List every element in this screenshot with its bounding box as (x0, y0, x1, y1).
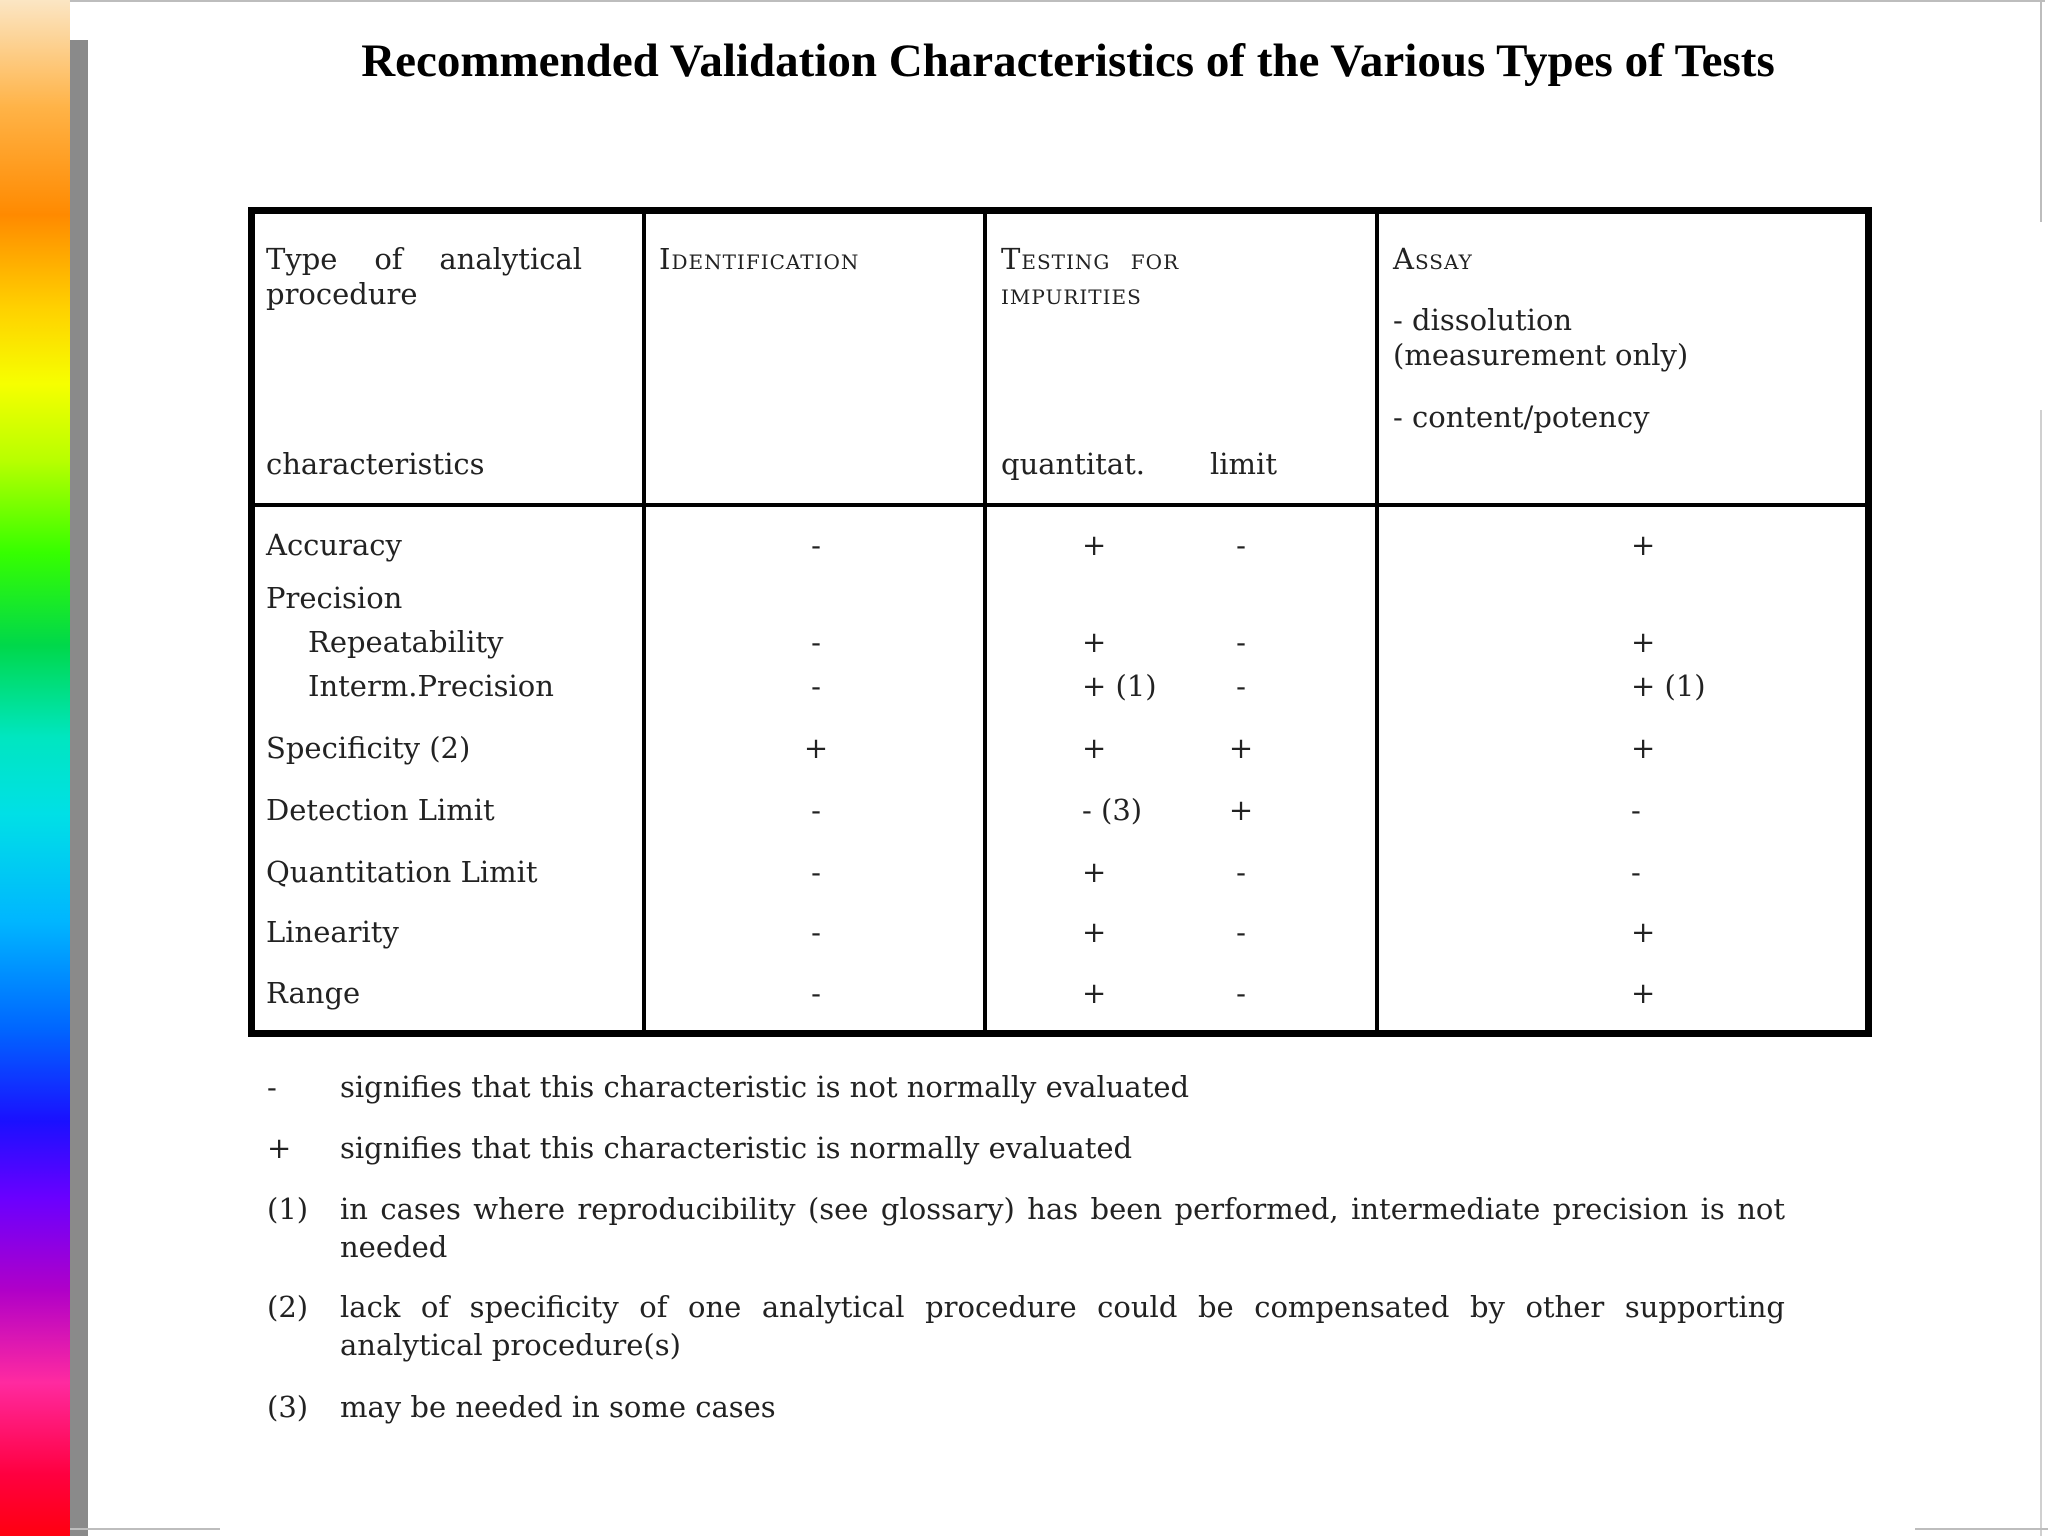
row-label-linearity: Linearity (266, 915, 399, 949)
legend-text: lack of specificity of one analytical procedure could be compensated by other supporting analytical procedure(s) (340, 1290, 1785, 1362)
cell-quantitative: + (1082, 855, 1107, 889)
cell-quantitative: + (1082, 976, 1107, 1010)
cell-limit: + (1228, 793, 1254, 827)
header-assay-content: - content/potency (1393, 400, 1650, 434)
header-assay-dissolution-2: (measurement only) (1393, 338, 1689, 372)
column-divider (1375, 214, 1379, 1030)
cell-limit: - (1236, 855, 1246, 889)
legend-text: in cases where reproducibility (see glossary) has been performed, intermediate precision is not needed (340, 1192, 1785, 1264)
frame-bottom-border (70, 1528, 220, 1530)
cell-assay: + (1) (1631, 669, 1706, 703)
cell-limit: + (1228, 731, 1254, 765)
row-label-precision: Precision (266, 581, 403, 615)
legend-symbol: - (267, 1070, 277, 1104)
cell-identification: - (811, 528, 821, 562)
header-identification: Identification (659, 242, 860, 276)
cell-quantitative: + (1082, 915, 1107, 949)
cell-identification: + (803, 731, 829, 765)
header-impurities: Testing for (1001, 242, 1180, 276)
cell-limit: - (1236, 528, 1246, 562)
cell-limit: - (1236, 915, 1246, 949)
frame-right-border-lower (2040, 410, 2042, 1536)
row-label-repeatability: Repeatability (308, 625, 504, 659)
cell-assay: + (1631, 976, 1656, 1010)
cell-quantitative: - (3) (1082, 793, 1143, 827)
cell-assay: - (1631, 855, 1641, 889)
frame-bottom-border-right (1915, 1528, 2048, 1530)
frame-top-border (70, 0, 2045, 2)
cell-limit: - (1236, 625, 1246, 659)
cell-quantitative: + (1082, 625, 1107, 659)
cell-identification: - (811, 793, 821, 827)
cell-assay: + (1631, 625, 1656, 659)
cell-assay: - (1631, 793, 1641, 827)
cell-identification: - (811, 855, 821, 889)
legend-text: may be needed in some cases (340, 1390, 776, 1424)
header-row-label-bottom: characteristics (266, 447, 485, 481)
legend-symbol: (3) (267, 1390, 309, 1424)
header-impurities-2: impurities (1001, 277, 1142, 311)
validation-table (248, 207, 1872, 1037)
page-title: Recommended Validation Characteristics of the Various Types of Tests (361, 35, 1775, 87)
header-impurities-limit: limit (1210, 447, 1277, 481)
rainbow-side-bar (0, 0, 70, 1536)
cell-assay: + (1631, 731, 1656, 765)
cell-quantitative: + (1082, 528, 1107, 562)
column-divider (642, 214, 646, 1030)
legend-symbol: + (267, 1131, 292, 1165)
cell-identification: - (811, 976, 821, 1010)
header-row-label-top: Type of analytical (266, 242, 583, 276)
cell-identification: - (811, 669, 821, 703)
header-assay-dissolution: - dissolution (1393, 303, 1573, 337)
row-label-quantitation-limit: Quantitation Limit (266, 855, 538, 889)
cell-quantitative: + (1) (1082, 669, 1157, 703)
cell-identification: - (811, 915, 821, 949)
header-row-label-top-2: procedure (266, 277, 418, 311)
cell-limit: - (1236, 669, 1246, 703)
cell-assay: + (1631, 915, 1656, 949)
cell-assay: + (1631, 528, 1656, 562)
header-impurities-quantitative: quantitat. (1001, 447, 1145, 481)
row-label-intermediate-precision: Interm.Precision (308, 669, 554, 703)
column-divider (983, 214, 987, 1030)
legend-text: signifies that this characteristic is normally evaluated (340, 1131, 1133, 1165)
legend-text: signifies that this characteristic is not normally evaluated (340, 1070, 1190, 1104)
cell-limit: - (1236, 976, 1246, 1010)
cell-identification: - (811, 625, 821, 659)
row-label-specificity: Specificity (2) (266, 731, 471, 765)
row-label-range: Range (266, 976, 361, 1010)
header-divider (255, 503, 1865, 507)
row-label-accuracy: Accuracy (266, 528, 402, 562)
legend-symbol: (2) (267, 1290, 309, 1324)
legend-symbol: (1) (267, 1192, 309, 1226)
side-bar-shadow (70, 40, 88, 1536)
row-label-detection-limit: Detection Limit (266, 793, 495, 827)
header-assay: Assay (1393, 242, 1473, 276)
cell-quantitative: + (1082, 731, 1107, 765)
